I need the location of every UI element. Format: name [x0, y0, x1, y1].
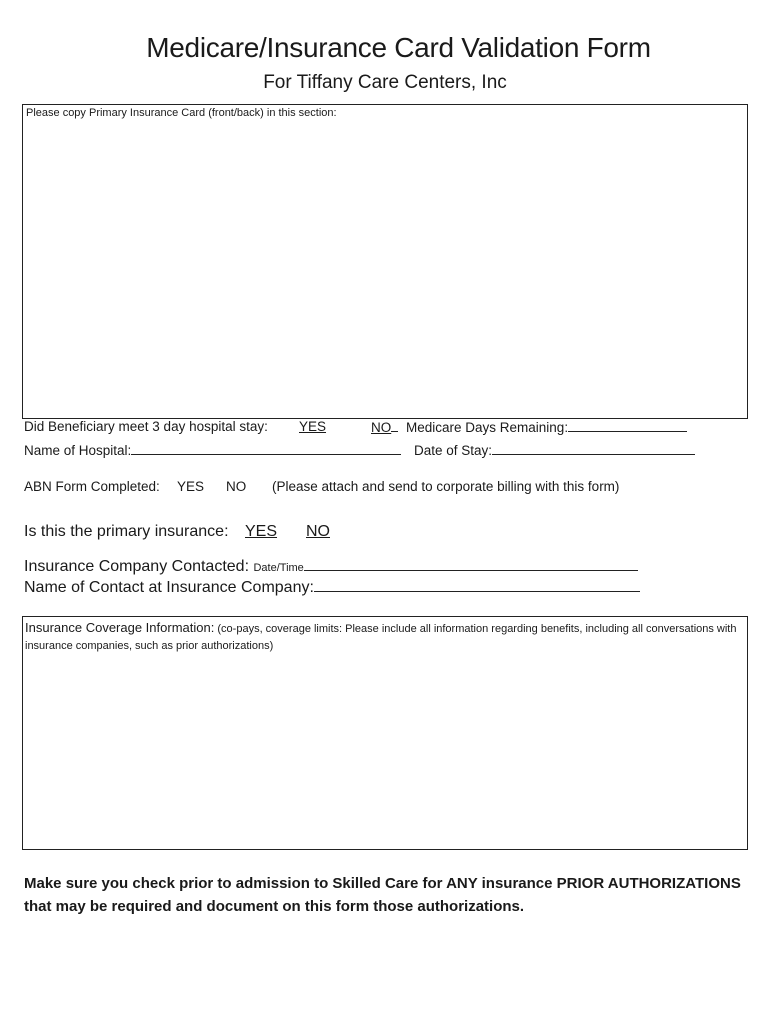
primary-insurance-question: Is this the primary insurance: — [24, 523, 229, 540]
date-time-label: Date/Time — [253, 562, 304, 574]
contact-name-field[interactable] — [24, 579, 640, 597]
date-of-stay-line — [492, 442, 695, 455]
hospital-name-label: Name of Hospital: — [24, 443, 132, 458]
primary-insurance-no-option[interactable]: NO — [306, 523, 330, 540]
date-of-stay-label: Date of Stay: — [414, 443, 493, 458]
hospital-stay-question: Did Beneficiary meet 3 day hospital stay: — [24, 419, 268, 434]
form-title: Medicare/Insurance Card Validation Form — [146, 32, 651, 63]
date-of-stay-field[interactable] — [414, 442, 695, 458]
card-section-label: Please copy Primary Insurance Card (front/back) in this section: — [26, 107, 337, 119]
hospital-stay-no-blank — [391, 419, 398, 432]
abn-yes-option[interactable]: YES — [177, 479, 205, 494]
insurance-contacted-label: Insurance Company Contacted: — [24, 558, 250, 575]
hospital-stay-yes-option[interactable]: YES — [299, 419, 327, 434]
hospital-stay-no-option[interactable] — [371, 419, 398, 435]
days-remaining-line — [568, 419, 687, 432]
prior-authorization-warning: Make sure you check prior to admission to Skilled Care for ANY insurance PRIOR AUTHORIZATIONS that may be required and document on this form those authorizations. — [24, 875, 741, 915]
contact-name-label: Name of Contact at Insurance Company: — [24, 579, 314, 596]
hospital-name-field[interactable] — [24, 442, 401, 458]
date-time-line — [304, 558, 638, 571]
insurance-card-copy-area[interactable] — [22, 104, 748, 419]
contact-name-line — [314, 579, 640, 592]
hospital-name-line — [131, 442, 401, 455]
coverage-section-description: (co-pays, coverage limits: Please include all information regarding benefits, including all conversations with insurance companies, such as prior authorizations) — [25, 623, 737, 652]
form-subtitle: For Tiffany Care Centers, Inc — [263, 72, 507, 93]
abn-label: ABN Form Completed: — [24, 479, 160, 494]
hospital-stay-row — [24, 419, 268, 434]
abn-no-option[interactable]: NO — [226, 479, 247, 494]
insurance-contacted-field[interactable] — [24, 558, 638, 576]
days-remaining-label: Medicare Days Remaining: — [406, 420, 569, 435]
coverage-section-heading — [25, 619, 741, 655]
days-remaining-field[interactable] — [406, 419, 687, 435]
abn-note: (Please attach and send to corporate billing with this form) — [272, 479, 620, 494]
primary-insurance-yes-option[interactable]: YES — [245, 523, 278, 540]
coverage-section-label: Insurance Coverage Information: — [25, 620, 215, 635]
hospital-stay-no-label: NO — [371, 420, 392, 435]
coverage-info-area[interactable] — [22, 616, 748, 850]
